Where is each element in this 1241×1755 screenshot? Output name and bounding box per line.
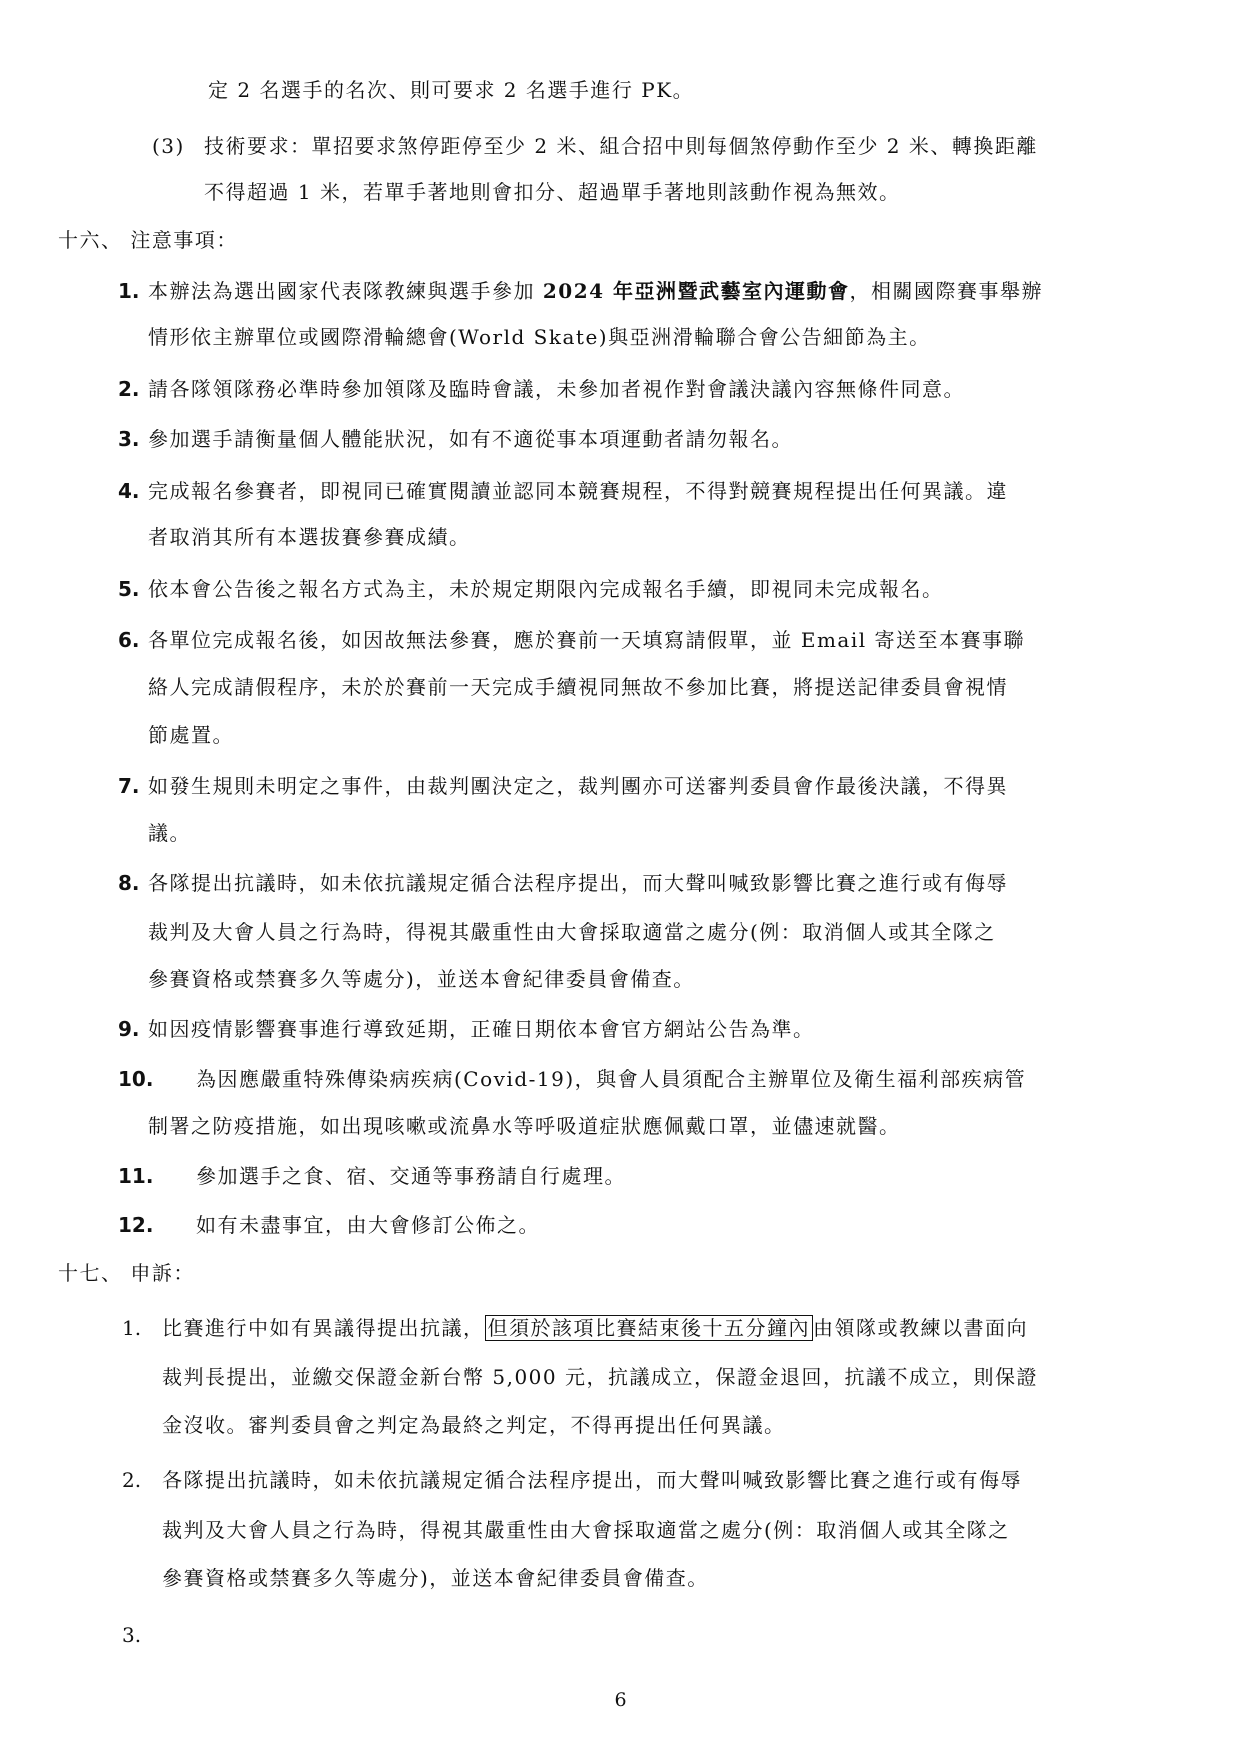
item-text: 絡人完成請假程序，未於於賽前一天完成手續視同無故不參加比賽，將提送記律委員會視情 — [148, 675, 1008, 699]
section-heading: 十七、 申訴： — [58, 1261, 195, 1285]
item-text: 參賽資格或禁賽多久等處分)，並送本會紀律委員會備查。 — [162, 1566, 709, 1590]
section-heading: 十六、 注意事項： — [58, 228, 238, 252]
item-number: 3. — [118, 427, 140, 451]
item-text: 如有未盡事宜，由大會修訂公佈之。 — [196, 1213, 540, 1237]
item-text: 議。 — [148, 821, 191, 845]
item-number: 1. — [118, 279, 140, 303]
item-text: 參加選手請衡量個人體能狀況，如有不適從事本項運動者請勿報名。 — [148, 427, 793, 451]
item-text: 比賽進行中如有異議得提出抗議， 但須於該項比賽結束後十五分鐘內 由領隊或教練以書面向 — [162, 1316, 1028, 1340]
item-number: 11. — [118, 1164, 154, 1188]
item-text: 裁判及大會人員之行為時，得視其嚴重性由大會採取適當之處分(例：取消個人或其全隊之 — [162, 1518, 1010, 1542]
item-text: 為因應嚴重特殊傳染病疾病(Covid-19)，與會人員須配合主辦單位及衛生福利部疾病管 — [196, 1067, 1027, 1091]
item-text: 各隊提出抗議時，如未依抗議規定循合法程序提出，而大聲叫喊致影響比賽之進行或有侮辱 — [162, 1468, 1022, 1492]
item-text: 本辦法為選出國家代表隊教練與選手參加 2024 年亞洲暨武藝室內運動會，相關國際賽事舉辦 — [148, 279, 1043, 303]
item-text: 請各隊領隊務必準時參加領隊及臨時會議，未參加者視作對會議決議內容無條件同意。 — [148, 377, 965, 401]
item-text: 如因疫情影響賽事進行導致延期，正確日期依本會官方網站公告為準。 — [148, 1017, 815, 1041]
item-text: 依本會公告後之報名方式為主，未於規定期限內完成報名手續，即視同未完成報名。 — [148, 577, 944, 601]
item-number: 7. — [118, 774, 140, 798]
intro-line: 技術要求：單招要求煞停距停至少 2 米、組合招中則每個煞停動作至少 2 米、轉換距離 — [204, 134, 1038, 158]
deadline-highlight: 但須於該項比賽結束後十五分鐘內 — [485, 1315, 814, 1341]
item-text: 節處置。 — [148, 723, 234, 747]
item-number: 5. — [118, 577, 140, 601]
item-text: 參賽資格或禁賽多久等處分)，並送本會紀律委員會備查。 — [148, 967, 695, 991]
item-text: 如發生規則未明定之事件，由裁判團決定之，裁判團亦可送審判委員會作最後決議，不得異 — [148, 774, 1008, 798]
item-text: 各隊提出抗議時，如未依抗議規定循合法程序提出，而大聲叫喊致影響比賽之進行或有侮辱 — [148, 871, 1008, 895]
item-text: 金沒收。審判委員會之判定為最終之判定，不得再提出任何異議。 — [162, 1413, 786, 1437]
item-text: 完成報名參賽者，即視同已確實閱讀並認同本競賽規程，不得對競賽規程提出任何異議。違 — [148, 479, 1008, 503]
intro-line: 不得超過 1 米，若單手著地則會扣分、超過單手著地則該動作視為無效。 — [204, 180, 901, 204]
item-text: 制署之防疫措施，如出現咳嗽或流鼻水等呼吸道症狀應佩戴口罩，並儘速就醫。 — [148, 1114, 901, 1138]
item-text: 裁判及大會人員之行為時，得視其嚴重性由大會採取適當之處分(例：取消個人或其全隊之 — [148, 920, 996, 944]
intro-line: 定 2 名選手的名次、則可要求 2 名選手進行 PK。 — [208, 78, 695, 102]
item-number: 6. — [118, 628, 140, 652]
item-text: 者取消其所有本選拔賽參賽成績。 — [148, 525, 471, 549]
item-number: 2. — [122, 1468, 142, 1492]
page-number: 6 — [614, 1689, 627, 1711]
item-label: (3) — [152, 134, 185, 158]
item-number: 10. — [118, 1067, 154, 1091]
item-text: 裁判長提出，並繳交保證金新台幣 5,000 元，抗議成立，保證金退回，抗議不成立，則保證 — [162, 1365, 1038, 1389]
item-number: 3. — [122, 1623, 142, 1647]
item-text: 情形依主辦單位或國際滑輪總會(World Skate)與亞洲滑輪聯合會公告細節為主。 — [148, 325, 931, 349]
item-number: 4. — [118, 479, 140, 503]
item-text: 各單位完成報名後，如因故無法參賽，應於賽前一天填寫請假單，並 Email 寄送至本賽事聯 — [148, 628, 1025, 652]
item-number: 8. — [118, 871, 140, 895]
item-text: 參加選手之食、宿、交通等事務請自行處理。 — [196, 1164, 626, 1188]
item-number: 1. — [122, 1316, 142, 1340]
item-number: 12. — [118, 1213, 154, 1237]
item-number: 2. — [118, 377, 140, 401]
item-number: 9. — [118, 1017, 140, 1041]
